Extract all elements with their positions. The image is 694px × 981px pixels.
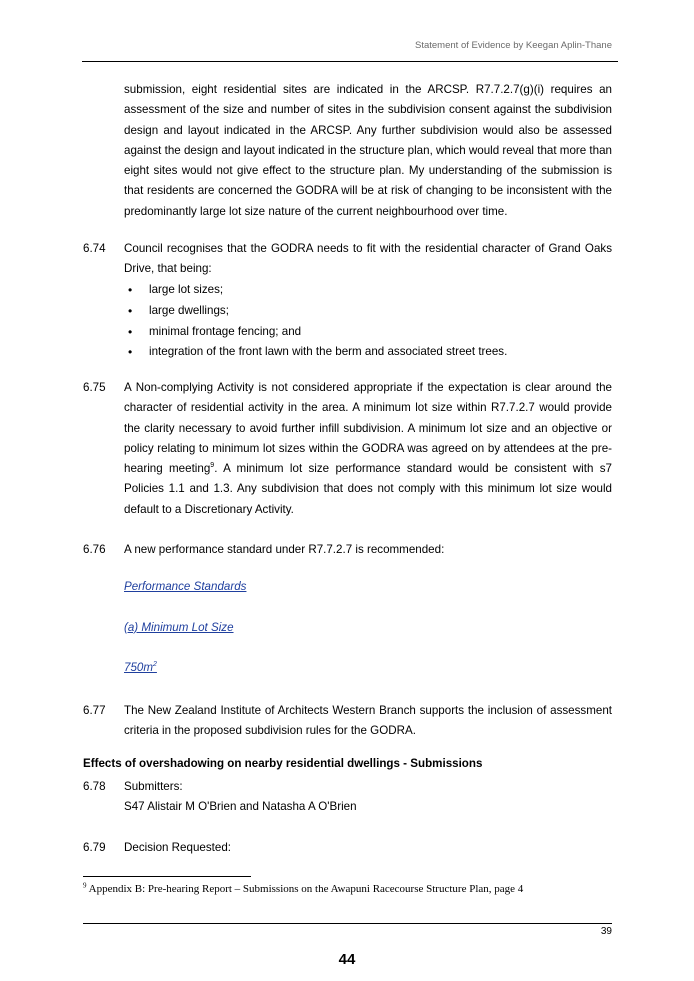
paragraph-6-75	[83, 378, 612, 520]
footnote-reference[interactable]: 9	[210, 462, 215, 470]
lot-size-value-link[interactable]	[124, 661, 157, 674]
paragraph-number: 6.77	[83, 704, 106, 717]
header-rule	[82, 61, 618, 62]
lot-size-value: 750m	[124, 661, 154, 674]
running-header: Statement of Evidence by Keegan Aplin-Thane	[415, 40, 612, 51]
submitter-names: S47 Alistair M O'Brien and Natasha A O'Brien	[124, 800, 357, 814]
paragraph-number: 6.74	[83, 242, 106, 255]
bullet-item: • large lot sizes;	[124, 280, 612, 300]
paragraph-number: 6.79	[83, 841, 106, 854]
footnote-text: Appendix B: Pre-hearing Report – Submissions on the Awapuni Racecourse Structure Plan, page 4	[86, 883, 524, 895]
paragraph-text: Submitters:	[124, 780, 183, 793]
bullet-item: • large dwellings;	[124, 301, 612, 321]
paragraph-number: 6.78	[83, 780, 106, 793]
paragraph-text: Council recognises that the GODRA needs to fit with the residential character of Grand Oaks Drive, that being:	[124, 242, 612, 276]
section-heading: Effects of overshadowing on nearby residential dwellings - Submissions	[83, 757, 483, 770]
footnote-separator	[83, 876, 251, 877]
paragraph-6-78	[83, 777, 612, 818]
paragraph-text: Decision Requested:	[124, 841, 231, 854]
bullet-list	[124, 280, 612, 363]
paragraph-6-74	[83, 239, 612, 363]
footnote	[83, 883, 523, 895]
paragraph-text: The New Zealand Institute of Architects Western Branch supports the inclusion of assessment criteria in the proposed subdivision rules for the GODRA.	[124, 704, 612, 738]
performance-standards-link[interactable]: Performance Standards	[124, 580, 247, 593]
page-number: 39	[600, 926, 612, 937]
continuation-paragraph: submission, eight residential sites are indicated in the ARCSP. R7.7.2.7(g)(i) requires an assessment of the size and number of sites in the subdivision consent against the subdivision design and layout indicated in the ARCSP. Any further subdivision would also be assessed against the design and layout indicated in the structure plan, which would reveal that more than eight sites would not give effect to the structure plan. My understanding of the submission is that residents are concerned the GODRA will be at risk of changing to be inconsistent with the predominantly large lot size nature of the current neighbourhood over time.	[124, 83, 612, 218]
paragraph-6-77	[83, 701, 612, 742]
unit-superscript: 2	[153, 661, 157, 669]
paragraph-text-part: . A minimum lot size performance standard would be consistent with s7 Policies 1.1 and 1.3. Any subdivision that does not comply with this minimum lot size would default to a Discretionary Activity.	[124, 462, 612, 516]
paragraph-number: 6.75	[83, 381, 106, 394]
footnote-number: 9	[83, 881, 87, 890]
paragraph-text: A new performance standard under R7.7.2.7 is recommended:	[124, 543, 445, 556]
footer-rule	[83, 923, 612, 924]
bullet-item: • integration of the front lawn with the berm and associated street trees.	[124, 342, 612, 362]
minimum-lot-size-link[interactable]: (a) Minimum Lot Size	[124, 621, 234, 634]
paragraph-6-76	[83, 540, 612, 560]
paragraph-text-part: A Non-complying Activity is not considered appropriate if the expectation is clear around the character of residential activity in the area. A minimum lot size within R7.7.2.7 would provide the clarity necessary to avoid further infill subdivision. A minimum lot size and an objective or policy relating to minimum lot sizes within the GODRA was agreed on by attendees at the pre-hearing meeting	[124, 381, 612, 476]
paragraph-text	[124, 378, 612, 520]
paragraph-number: 6.76	[83, 543, 106, 556]
bullet-item: • minimal frontage fencing; and	[124, 322, 612, 342]
paragraph-6-79	[83, 838, 612, 858]
page-stamp: 44	[338, 951, 356, 968]
